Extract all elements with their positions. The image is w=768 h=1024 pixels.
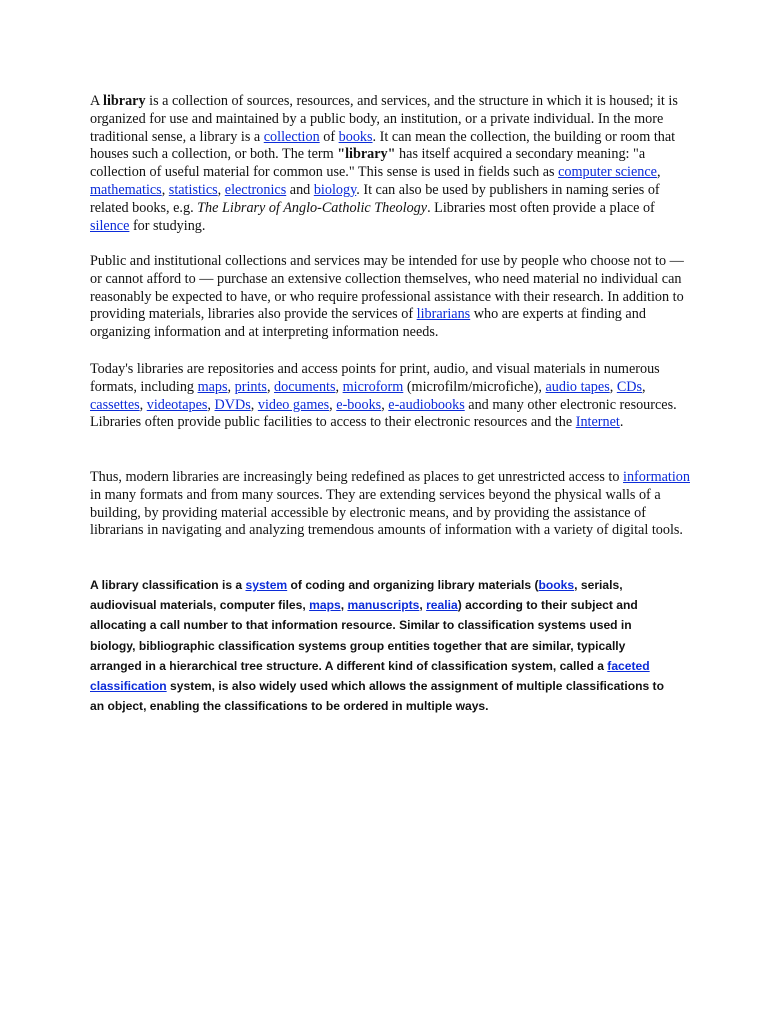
text-run: , xyxy=(642,378,646,395)
text-run: Thus, modern libraries are increasingly being redefined as places to get unrestricted access to xyxy=(90,469,624,485)
text-run: , xyxy=(419,598,427,613)
text-run: , xyxy=(609,378,617,395)
text-run: Today's libraries are repositories and access points for print, audio, and visual materials in numerous formats, including xyxy=(90,361,660,395)
text-run: ) according to their subject and allocating a call number to that information resource. Similar to classification systems used in biology, bibliographic classification systems group entities together that are similar, typically arranged in a hierarchical tree structure. A different kind of classification system, called a xyxy=(90,598,638,673)
text-run: . It can also be used by publishers in naming series of related books, e.g. xyxy=(90,181,660,216)
text-run: , serials, audiovisual materials, computer files, xyxy=(90,578,623,613)
text-run: , xyxy=(227,378,235,395)
text-run: and xyxy=(286,181,314,198)
link-books[interactable]: books xyxy=(338,128,373,145)
paragraph-todays-libraries xyxy=(90,361,690,432)
text-run: . It can mean the collection, the building or room that houses such a collection, or both. The term xyxy=(90,128,676,163)
text-run: of xyxy=(319,128,339,145)
link-electronics[interactable]: electronics xyxy=(224,181,287,198)
link-faceted-classification[interactable]: faceted classification xyxy=(90,658,650,694)
link-maps[interactable]: maps xyxy=(309,598,341,613)
text-run: system, is also widely used which allows the assignment of multiple classifications to an object, enabling the classifications to be ordered in multiple ways. xyxy=(90,679,664,714)
text-run: Public and institutional collections and services may be intended for use by people who choose not to — or cannot afford to — purchase an extensive collection themselves, who need material no individual can reasonably be expected to have, or who require professional assistance with their research. In addition to providing materials, libraries also provide the services of xyxy=(90,253,684,323)
link-microform[interactable]: microform xyxy=(342,378,404,395)
bold-text: library xyxy=(103,93,146,109)
link-e-audiobooks[interactable]: e-audiobooks xyxy=(388,396,465,413)
text-run: , xyxy=(381,396,389,413)
text-run: , xyxy=(139,396,147,413)
link-documents[interactable]: documents xyxy=(274,378,336,395)
text-run: is a collection of sources, resources, and services, and the structure in which it is housed; it is organized for use and maintained by a public body, an institution, or a private individual. In the more traditional sense, a library is a xyxy=(90,93,678,145)
text-run: has itself acquired a secondary meaning: "a collection of useful material for common use." This sense is used in fields such as xyxy=(90,146,646,181)
text-run: , xyxy=(250,396,258,413)
text-run: , xyxy=(217,181,225,198)
text-run: . Libraries most often provide a place of xyxy=(427,199,655,216)
link-silence[interactable]: silence xyxy=(90,217,130,234)
link-prints[interactable]: prints xyxy=(234,378,267,395)
text-run: , xyxy=(335,378,343,395)
link-video-games[interactable]: video games xyxy=(257,396,330,413)
link-librarians[interactable]: librarians xyxy=(416,306,471,323)
text-run: of coding and organizing library materials ( xyxy=(287,578,539,592)
text-run: A library classification is a xyxy=(90,578,246,592)
link-manuscripts[interactable]: manuscripts xyxy=(347,598,420,613)
text-run: and many other electronic resources. Libraries often provide public facilities to access to their electronic resources and the xyxy=(90,396,677,431)
link-system[interactable]: system xyxy=(245,578,288,592)
text-run: for studying. xyxy=(129,217,206,234)
italic-title: The Library of Anglo-Catholic Theology xyxy=(197,199,428,216)
text-run: A xyxy=(90,93,104,109)
link-internet[interactable]: Internet xyxy=(575,414,620,431)
link-statistics[interactable]: statistics xyxy=(168,181,218,198)
link-maps[interactable]: maps xyxy=(197,378,228,395)
link-information[interactable]: information xyxy=(623,469,690,485)
link-realia[interactable]: realia xyxy=(426,598,458,613)
link-cassettes[interactable]: cassettes xyxy=(90,396,140,413)
link-biology[interactable]: biology xyxy=(313,181,357,198)
link-audio-tapes[interactable]: audio tapes xyxy=(545,378,610,395)
paragraph-library-classification xyxy=(90,575,680,716)
link-dvds[interactable]: DVDs xyxy=(214,396,251,413)
link-books[interactable]: books xyxy=(538,578,575,592)
text-run: , xyxy=(656,164,661,181)
link-collection[interactable]: collection xyxy=(263,128,320,145)
paragraph-public-collections xyxy=(90,253,690,342)
text-run: , xyxy=(329,396,337,413)
link-cds[interactable]: CDs xyxy=(616,378,643,395)
text-run: who are experts at finding and organizing information and at interpreting information needs. xyxy=(90,306,646,341)
text-run: . xyxy=(619,414,624,431)
text-run: in many formats and from many sources. They are extending services beyond the physical walls of a building, by providing material accessible by electronic means, and by providing the assistance of librarians in navigating and analyzing tremendous amounts of information with a variety of digital tools. xyxy=(90,486,683,539)
text-run: , xyxy=(207,396,215,413)
text-run: (microfilm/microfiche), xyxy=(403,378,546,395)
link-videotapes[interactable]: videotapes xyxy=(146,396,208,413)
paragraph-modern-libraries xyxy=(90,469,690,540)
paragraph-library-definition xyxy=(90,93,690,235)
text-run: , xyxy=(340,598,348,613)
text-run: , xyxy=(266,378,275,395)
link-computer-science[interactable]: computer science xyxy=(558,164,657,181)
link-e-books[interactable]: e-books xyxy=(336,396,382,413)
text-run: , xyxy=(161,181,169,198)
bold-text: "library" xyxy=(337,146,396,163)
link-mathematics[interactable]: mathematics xyxy=(90,181,162,198)
